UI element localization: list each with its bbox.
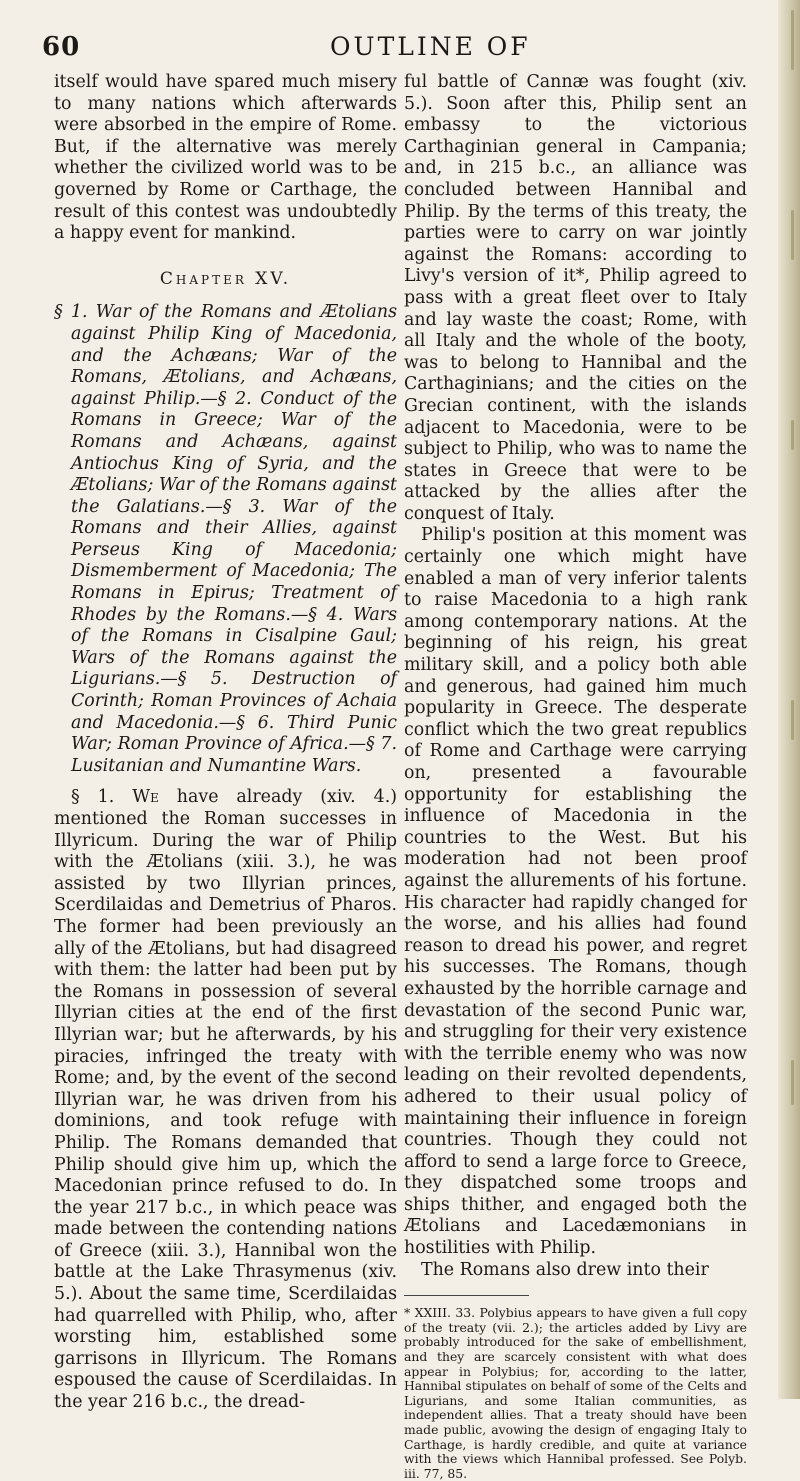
right-paragraph-1: ful battle of Cannæ was fought (xiv. 5.). Soon after this, Philip sent an embassy to the victorious Carthaginian general in Campania; and, in 215 b.c., an alliance was concluded between Hannibal and Philip. By the terms of this treaty, the parties were to carry on war jointly against the Romans: according to Livy's version of it*, Philip agreed to pass with a great fleet over to Italy and lay waste the coast; Rome, with all Italy and the whole of the booty, was to belong to Hannibal and the Carthaginians; and the cities on the Grecian continent, with the islands adjacent to Macedonia, were to be subject to Philip, who was to name the states in Greece that were to be attacked by the allies after the conquest of Italy. — [404, 72, 747, 524]
right-paragraph-3: The Romans also drew into their — [421, 1259, 709, 1280]
footnote-divider — [404, 1295, 529, 1296]
footnote: * XXIII. 33. Polybius appears to have given a full copy of the treaty (vii. 2.); the articles added by Livy are probably introduced for the sake of embellishment, and they are scarcely consistent with what does appear in Polybius; for, according to the latter, Hannibal stipulates on behalf of some of the Celts and Ligurians, and some Italian communities, as independent allies. That a treaty should have been made public, avowing the design of engaging Italy to Carthage, is hardly credible, and quite at variance with the views which Hannibal professed. See Polyb. iii. 77, 85. — [404, 1305, 747, 1481]
chapter-summary: § 1. War of the Romans and Ætolians against Philip King of Macedonia, and the Achæans; War of the Romans, Ætolians, and Achæans, against Philip.—§ 2. Conduct of the Romans in Greece; War of the Romans and Achæans, against Antiochus King of Syria, and the Ætolians; War of the Romans against the Galatians.—§ 3. War of the Romans and their Allies, against Perseus King of Macedonia; Dismemberment of Macedonia; The Romans in Epirus; Treatment of Rhodes by the Romans.—§ 4. Wars of the Romans in Cisalpine Gaul; Wars of the Romans against the Ligurians.—§ 5. Destruction of Corinth; Roman Provinces of Achaia and Macedonia.—§ 6. Third Punic War; Roman Province of Africa.—§ 7. Lusitanian and Numantine Wars. — [54, 302, 397, 776]
right-paragraph-2: Philip's position at this moment was certainly one which might have enabled a man of very inferior talents to raise Macedonia to a high rank among contemporary nations. At the beginning of his reign, his great military skill, and a policy both able and generous, had gained him much popularity in Greece. The desperate conflict which the two great republics of Rome and Carthage were carrying on, presented a favourable opportunity for establishing the influence of Macedonia in the countries to the West. But his moderation had not been proof against the allurements of his fortune. His character had rapidly changed for the worse, and his allies had found reason to dread his power, and regret his successes. The Romans, though exhausted by the horrible carnage and devastation of the second Punic war, and struggling for their very existence with the terrible enemy who was now leading on their revolted dependents, adhered to their usual policy of maintaining their influence in foreign countries. Though they could not afford to send a large force to Greece, they dispatched some troops and ships thither, and engaged both the Ætolians and Lacedæmonians in hostilities with Philip. — [404, 525, 747, 1259]
page-header — [0, 26, 800, 66]
right-column — [404, 72, 747, 1481]
page-number: 60 — [42, 32, 81, 62]
left-column — [54, 72, 397, 1414]
running-title: OUTLINE OF — [330, 32, 531, 61]
page-edge — [778, 0, 800, 1399]
section-1-paragraph: § 1. We have already (xiv. 4.) mentioned the Roman successes in Illyricum. During the war of Philip with the Ætolians (xiii. 3.), he was assisted by two Illyrian princes, Scerdilaidas and Demetrius of Pharos. The former had been previously an ally of the Ætolians, but had disagreed with them: the latter had been put by the Romans in possession of several Illyrian cities at the end of the first Illyrian war; but he afterwards, by his piracies, infringed the treaty with Rome; and, by the event of the second Illyrian war, he was driven from his dominions, and took refuge with Philip. The Romans demanded that Philip should give him up, which the Macedonian prince refused to do. In the year 217 b.c., in which peace was made between the contending nations of Greece (xiii. 3.), Hannibal won the battle at the Lake Thrasymenus (xiv. 5.). About the same time, Scerdilaidas had quarrelled with Philip, who, after worsting him, established some garrisons in Illyricum. The Romans espoused the cause of Scerdilaidas. In the year 216 b.c., the dread- — [54, 787, 398, 1413]
opening-paragraph: itself would have spared much misery to many nations which afterwards were absorbed in the empire of Rome. But, if the alternative was merely whether the civilized world was to be governed by Rome or Carthage, the result of this contest was undoubtedly a happy event for mankind. — [54, 72, 397, 244]
chapter-heading: Chapter XV. — [159, 268, 292, 289]
section-lead-word: We — [132, 787, 159, 808]
